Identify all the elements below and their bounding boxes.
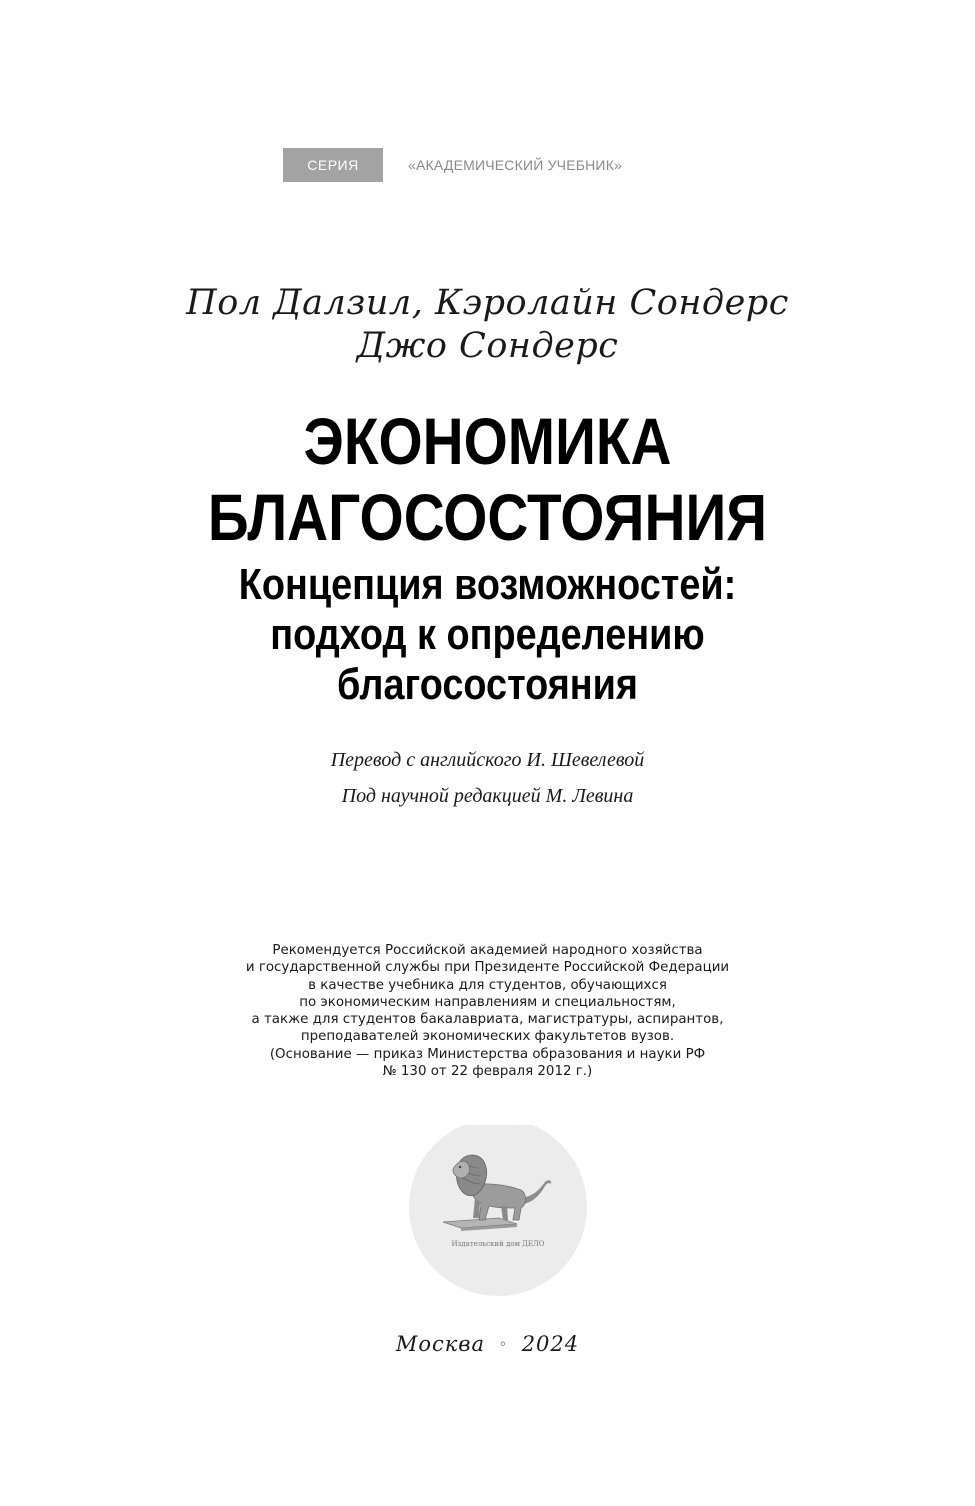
subtitle-line-2: подход к определению	[270, 610, 705, 659]
title-line-2: БЛАГОСОСТОЯНИЯ	[207, 480, 768, 554]
recommendation-line: а также для студентов бакалавриата, магистратуры, аспирантов,	[251, 1012, 724, 1028]
translation-credit: Перевод с английского И. Шевелевой	[330, 749, 645, 771]
recommendation-line: Рекомендуется Российской академией народного хозяйства	[272, 943, 703, 958]
book-subtitle	[68, 560, 907, 710]
authors	[0, 282, 975, 368]
subtitle-line-3: благосостояния	[336, 660, 639, 709]
imprint-year: 2024	[521, 1332, 580, 1356]
authors-line-1: Пол Далзил, Кэролайн Сондерс	[186, 283, 789, 323]
recommendation-line: (Основание — приказ Министерства образования и науки РФ	[269, 1046, 706, 1062]
subtitle-line-1: Концепция возможностей:	[238, 560, 737, 609]
series-name: «АКАДЕМИЧЕСКИЙ УЧЕБНИК»	[408, 157, 623, 173]
book-title	[68, 403, 907, 555]
publisher-logo	[409, 1118, 587, 1296]
authors-line-2: Джо Сондерс	[356, 326, 619, 366]
recommendation-note	[0, 942, 975, 1080]
title-line-1: ЭКОНОМИКА	[303, 404, 672, 478]
logo-top-edge	[409, 1118, 587, 1125]
imprint	[0, 1330, 975, 1359]
recommendation-line: по экономическим направлениям и специальностям,	[299, 994, 676, 1010]
recommendation-line: преподавателей экономических факультетов вузов.	[300, 1029, 675, 1045]
recommendation-line: в качестве учебника для студентов, обучающихся	[308, 977, 667, 993]
editor-credit: Под научной редакцией М. Левина	[341, 785, 634, 807]
series-badge: СЕРИЯ	[283, 148, 383, 182]
lion-icon	[439, 1146, 557, 1246]
recommendation-line: № 130 от 22 февраля 2012 г.)	[382, 1064, 593, 1080]
credits	[0, 742, 975, 814]
recommendation-line: и государственной службы при Президенте Российской Федерации	[245, 960, 730, 976]
imprint-city: Москва	[395, 1332, 486, 1356]
logo-caption: Издательский дом ДЕЛО	[451, 1240, 545, 1248]
imprint-separator: ◦	[498, 1337, 508, 1353]
